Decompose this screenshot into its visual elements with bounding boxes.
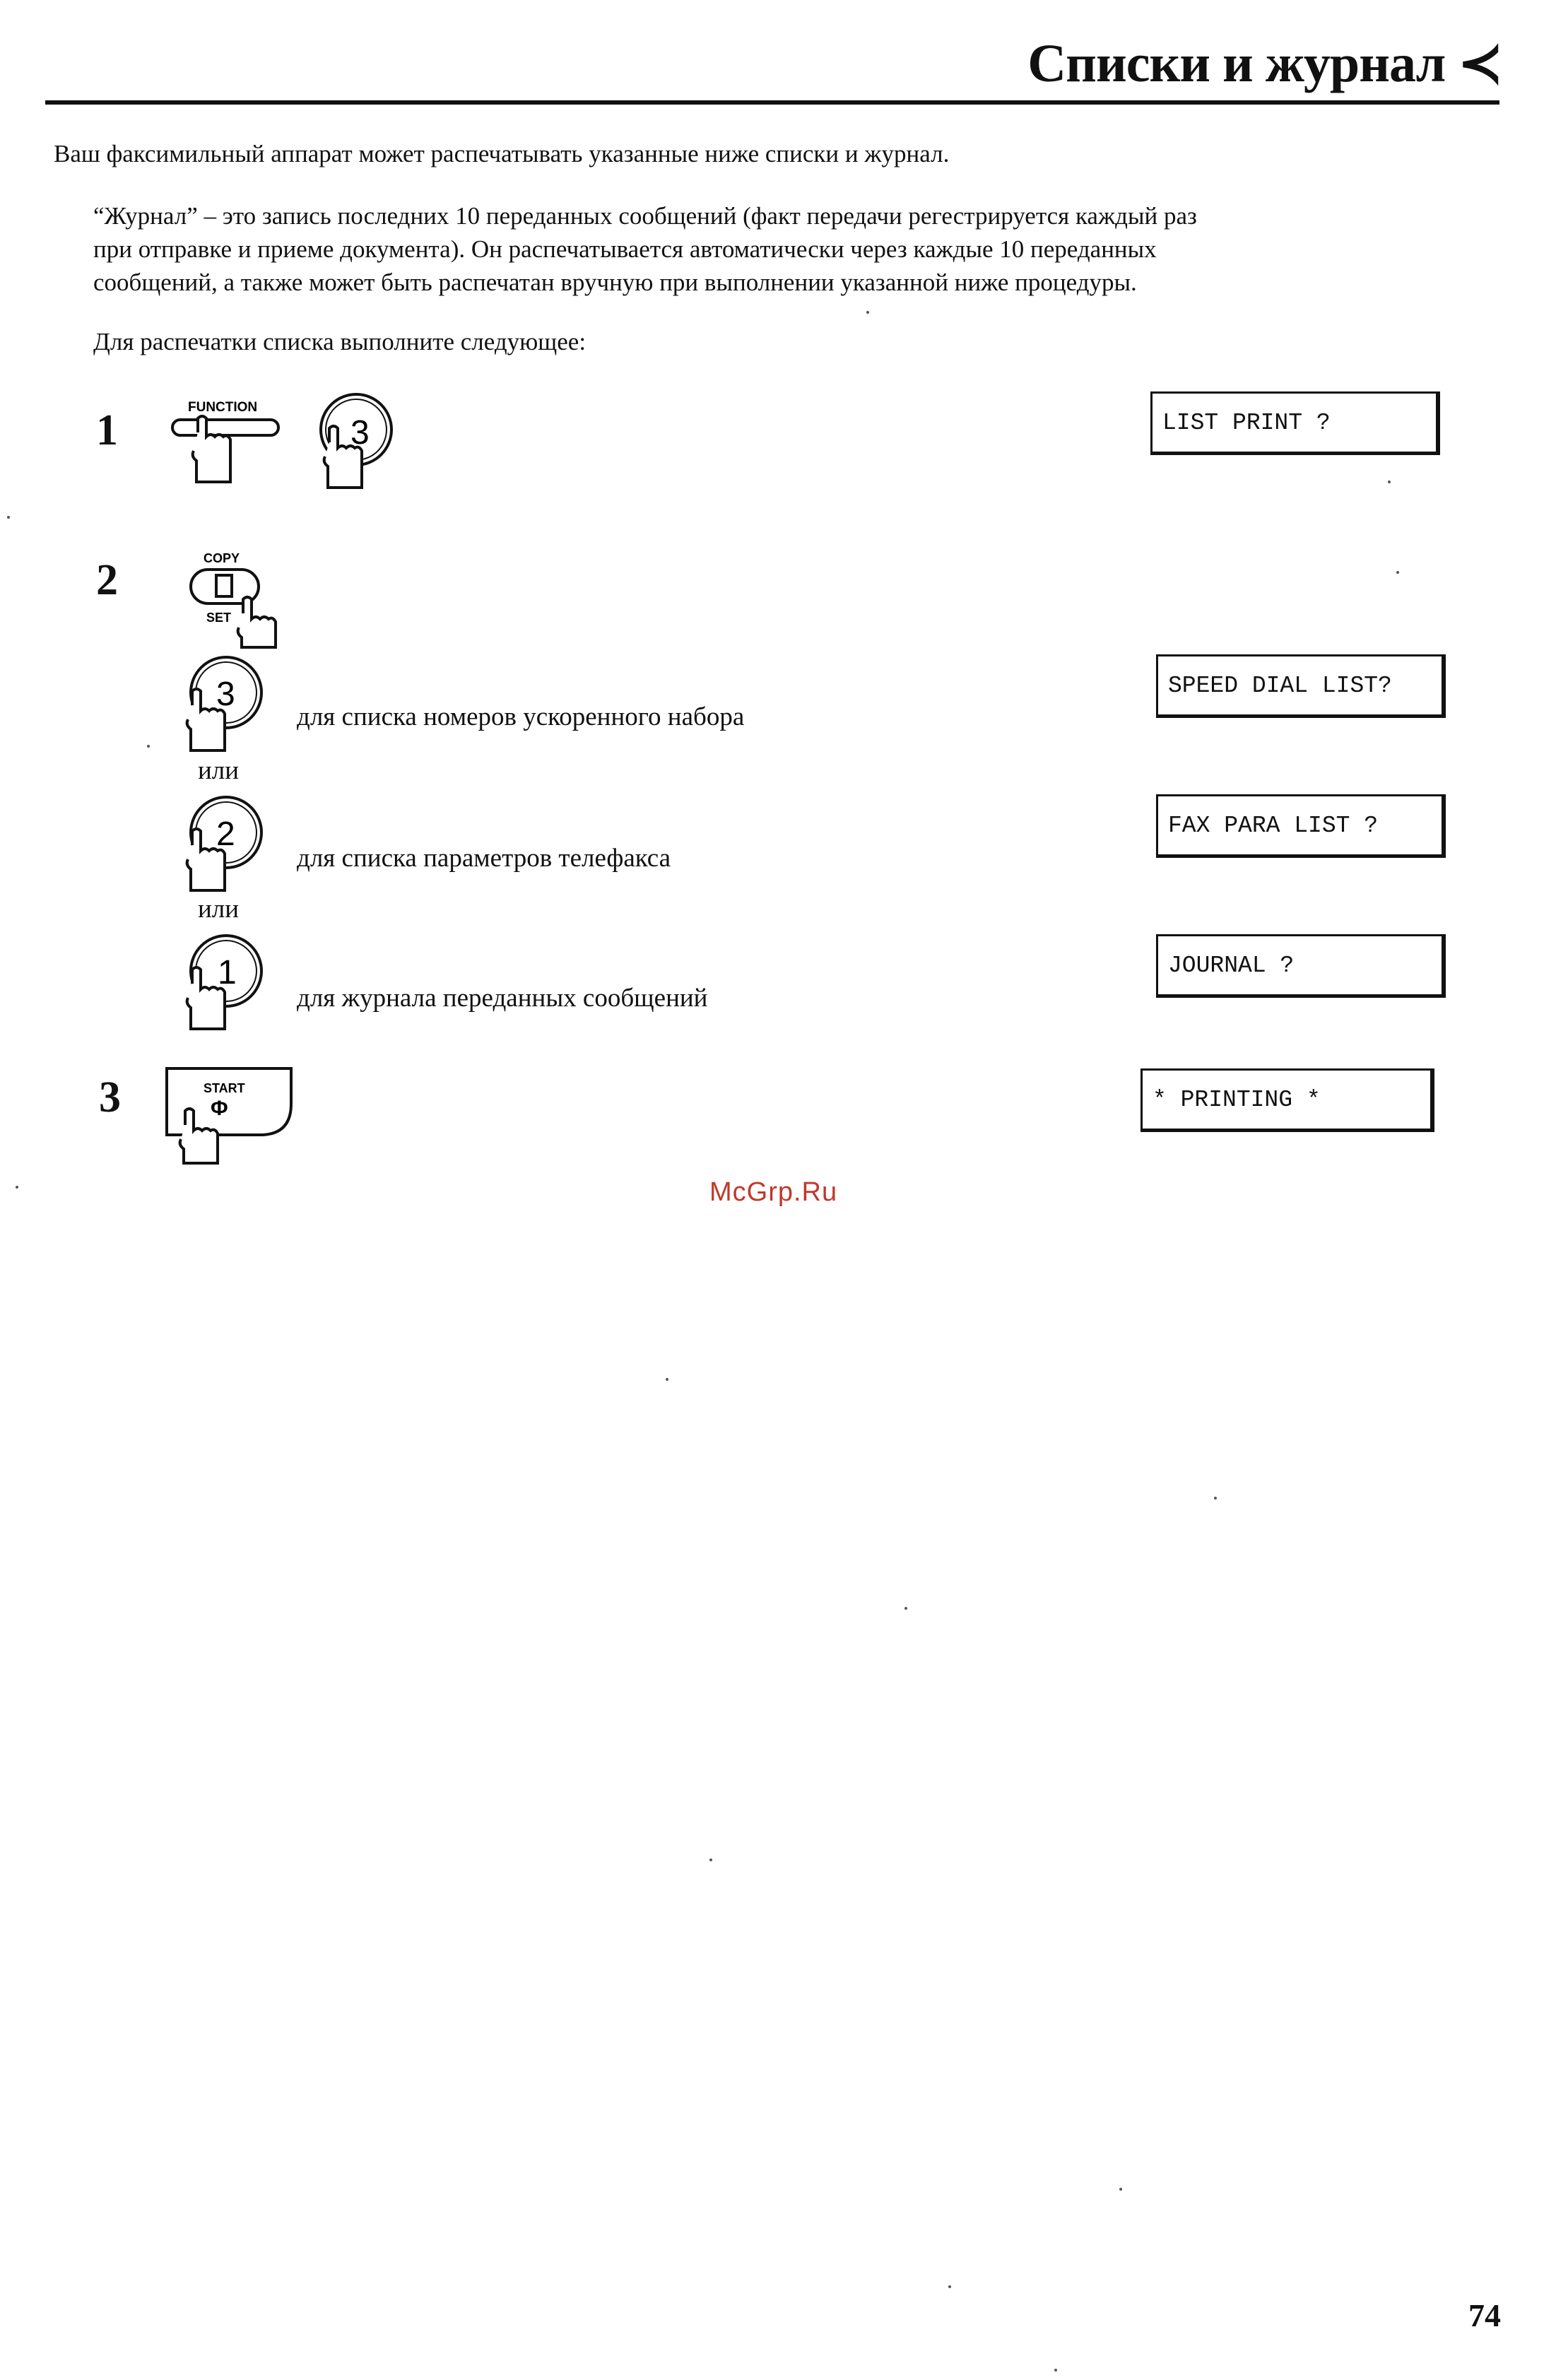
scan-speck	[666, 1378, 668, 1381]
page-title	[1027, 34, 1502, 93]
display-speed-dial-list: SPEED DIAL LIST?	[1156, 654, 1446, 718]
scan-speck	[904, 1607, 907, 1610]
scan-speck	[1388, 481, 1391, 483]
key-2-option-icon	[178, 791, 277, 897]
display-fax-para-list: FAX PARA LIST ?	[1156, 794, 1446, 858]
step-2-number: 2	[96, 556, 118, 604]
option-journal-text: для журнала переданных сообщений	[297, 984, 708, 1013]
copy-label: COPY	[204, 551, 240, 565]
journal-line: при отправке и приеме документа). Он распечатывается автоматически через каждые 10 переданных	[93, 235, 1157, 263]
scan-speck	[16, 1186, 18, 1189]
display-journal: JOURNAL ?	[1156, 934, 1446, 998]
key-label: 3	[350, 414, 370, 452]
key-1-option-icon	[178, 930, 277, 1036]
scan-speck	[866, 311, 869, 314]
page-number: 74	[1468, 2297, 1501, 2333]
display-list-print: LIST PRINT ?	[1150, 391, 1440, 455]
scan-speck	[7, 516, 10, 519]
copy-set-button-icon	[178, 546, 298, 652]
option-fax-params-text: для списка параметров телефакса	[297, 844, 671, 873]
scan-speck	[709, 1858, 712, 1861]
intro-paragraph: Ваш факсимильный аппарат может распечатывать указанные ниже списки и журнал.	[54, 140, 950, 167]
instruction-text: Для распечатки списка выполните следующее:	[93, 328, 587, 355]
function-button-label: FUNCTION	[188, 400, 258, 415]
step-3-number: 3	[99, 1073, 121, 1121]
or-label: или	[198, 895, 240, 924]
scan-speck	[1119, 2188, 1122, 2191]
key-3-button-icon	[305, 387, 404, 493]
key-label: 1	[218, 954, 237, 991]
option-speed-dial-text: для списка номеров ускоренного набора	[297, 702, 745, 731]
scan-speck	[1054, 2369, 1057, 2372]
display-printing: * PRINTING *	[1141, 1068, 1434, 1132]
key-label: 2	[216, 815, 235, 853]
title-arrow-icon: ≺	[1458, 34, 1502, 93]
start-button-icon	[161, 1064, 302, 1170]
title-divider	[45, 100, 1499, 105]
start-symbol-icon: Φ	[211, 1097, 228, 1120]
scan-speck	[948, 2285, 951, 2288]
page-title-text: Списки и журнал	[1027, 34, 1446, 93]
journal-paragraph	[93, 199, 1197, 299]
step-1-number: 1	[96, 406, 118, 454]
journal-line: “Журнал” – это запись последних 10 переданных сообщений (факт передачи регестрируется каждый раз	[93, 202, 1197, 230]
scan-speck	[147, 745, 150, 748]
key-3-option-icon	[178, 652, 277, 758]
function-button-icon	[164, 393, 291, 492]
set-label: SET	[206, 611, 232, 625]
scan-speck	[1396, 571, 1399, 574]
scan-speck	[1214, 1497, 1217, 1500]
watermark: McGrp.Ru	[709, 1177, 838, 1207]
or-label: или	[198, 756, 240, 785]
start-label: START	[204, 1081, 245, 1095]
key-label: 3	[216, 676, 235, 713]
journal-line: сообщений, а также может быть распечатан вручную при выполнении указанной ниже процедуры.	[93, 269, 1137, 296]
